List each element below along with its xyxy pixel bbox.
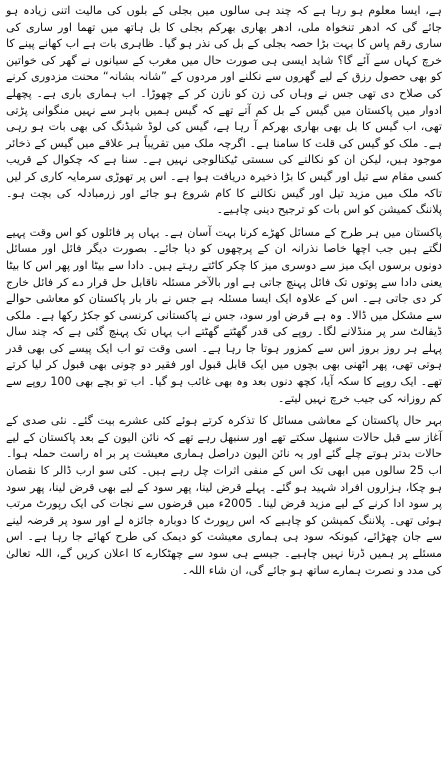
article-paragraph-3: بہر حال پاکستان کے معاشی مسائل کا تذکرہ کرتے ہوئے کئی عشرے بیت گئے۔ نئی صدی کے آغاز سے قبل حالات سنبھل سکتے تھے اور سنبھل رہے تھے کہ نائن الیون کے بعد پاکستان کے لیے حالات بدتر ہوتے چلے گئے اور یہ نائن الیون دراصل ہماری معیشت پر بر اہ راست حملہ ہوا۔ اب 25 سالوں میں ابھی تک اس کے منفی اثرات چل رہے ہیں۔ کئی سو ارب ڈالر کا نقصان ہو چکا، ہزاروں افراد شہید ہو گئے۔ پہلے قرض لینا، پھر سود کے لیے بھی قرض لینا، پھر سود پر سود ادا کرنے کے لیے مزید قرض لینا۔ 2005ء میں قرضوں سے نجات کی ایک رپورٹ مرتب ہوئی تھی۔ پلاننگ کمیشن کو چاہیے کہ اس رپورٹ کا دوبارہ جائزہ لے اور سود پر قرضہ لینے سے جان چھڑائے، کیونکہ سود ہی ہماری معیشت کو دیمک کی طرح کھائے جا رہا ہے۔ اس مسئلے پر ہمیں ڈرنا نہیں چاہیے۔ جیسے ہی سود سے چھٹکارے کا اعلان کریں گے، اللہ تعالیٰ کی مدد و نصرت ہمارے ساتھ ہو جائے گی، ان شاء اللہ۔ <box>6 414 442 577</box>
article-paragraph-1: ہے، ایسا معلوم ہو رہا ہے کہ چند ہی سالوں میں بجلی کے بلوں کی مالیت اتنی زیادہ ہو جائے گی کہ ادھر تنخواہ ملی، ادھر بھاری بھرکم بجلی کا بل ہاتھ میں تھما اور ساری کی ساری رقم پاس کا بہت بڑا حصہ بجلی کے بل کی نذر ہو گیا۔ ظاہری بات ہے اب کھانے پینے کا خرچ کہاں سے آئے گا؟ شاید ایسی ہی صورت حال میں مغرب کے سیانوں نے گھر کی خواتین کو بھی حصول رزق کے لیے گھروں سے نکلنے اور مردوں کے ”شانہ بشانہ“ محنت مزدوری کرنے کی صلاح دی تھی جس نے وہاں کی زن کو نازن کر کے چھوڑا۔ اب ہماری باری ہے۔ پچھلے ادوار میں پاکستان میں گیس کے بل کم آتے تھے کہ گیس ہمیں باہر سے نہیں منگوانی پڑتی تھی، اب گیس کا بل بھی بھاری بھرکم آ رہا ہے، گیس کی لوڈ شیڈنگ کی بھی بات ہو رہی ہے۔ ملک کو گیس کی قلت کا سامنا ہے۔ اگرچہ ملک میں تقریباً ہر علاقے میں گیس کے ذخائر موجود ہیں، لیکن ان کو نکالنے کی سستی ٹیکنالوجی نہیں ہے۔ سنا ہے کہ چکوال کے قریب کسی مقام سے تیل اور گیس کا بڑا ذخیرہ دریافت ہوا ہے۔ اس پر تھوڑی سرمایہ کاری کر لیں تاکہ ملک میں مزید تیل اور گیس نکالنے کا کام شروع ہو جائے اور زرمبادلہ کی بچت ہو۔ پلاننگ کمیشن کو اس بات کو ترجیح دینی چاہیے۔ <box>6 4 442 217</box>
article-paragraph-2: پاکستان میں ہر طرح کے مسائل کھڑے کرنا بہت آسان ہے۔ یہاں پر فائلوں کو اس وقت پہیے لگتے ہیں جب اچھا خاصا نذرانہ ان کے پرچھوں کو دیا جائے۔ بصورت دیگر فائل اور مسائل دونوں برسوں ایک میز سے دوسری میز کا چکر کاٹتے رہتے ہیں۔ دادا سے بیٹا اور پھر اس کا بیٹا یعنی دادا سے پوتوں تک فائل پہنچ جاتی ہے اور بالآخر مسئلہ ناقابل حل قرار دے کر فائل خارج کر دی جاتی ہے۔ اس کے علاوہ ایک ایسا مسئلہ ہے جس نے بار بار پاکستان کو معاشی حوالے سے مشکل میں ڈالا۔ وہ ہے قرض اور سود، جس نے پاکستانی کرنسی کو جکڑ رکھا ہے۔ ملکی ڈیفالٹ سر پر منڈلانے لگا۔ روپے کی قدر گھٹتے گھٹتے اب یہاں تک پہنچ گئی ہے کہ چند سال پہلے ہر روز بروز اس سے کمزور ہوتا جا رہا ہے۔ اسی وقت تو اب ایک پیسے کی بھی قدر ہوتی تھی، پھر اٹھنی بھی بچوں میں ایک قابل قبول اور فقیر دو چونی بھی قبول کر لیا کرتے تھے۔ ایک روپے کا سکہ آیا، کچھ دنوں بعد وہ بھی غائب ہو گیا۔ اب تو بچے بھی 100 روپے سے کم روزانہ کی جیب خرچ نہیں لیتے۔ <box>6 225 442 405</box>
